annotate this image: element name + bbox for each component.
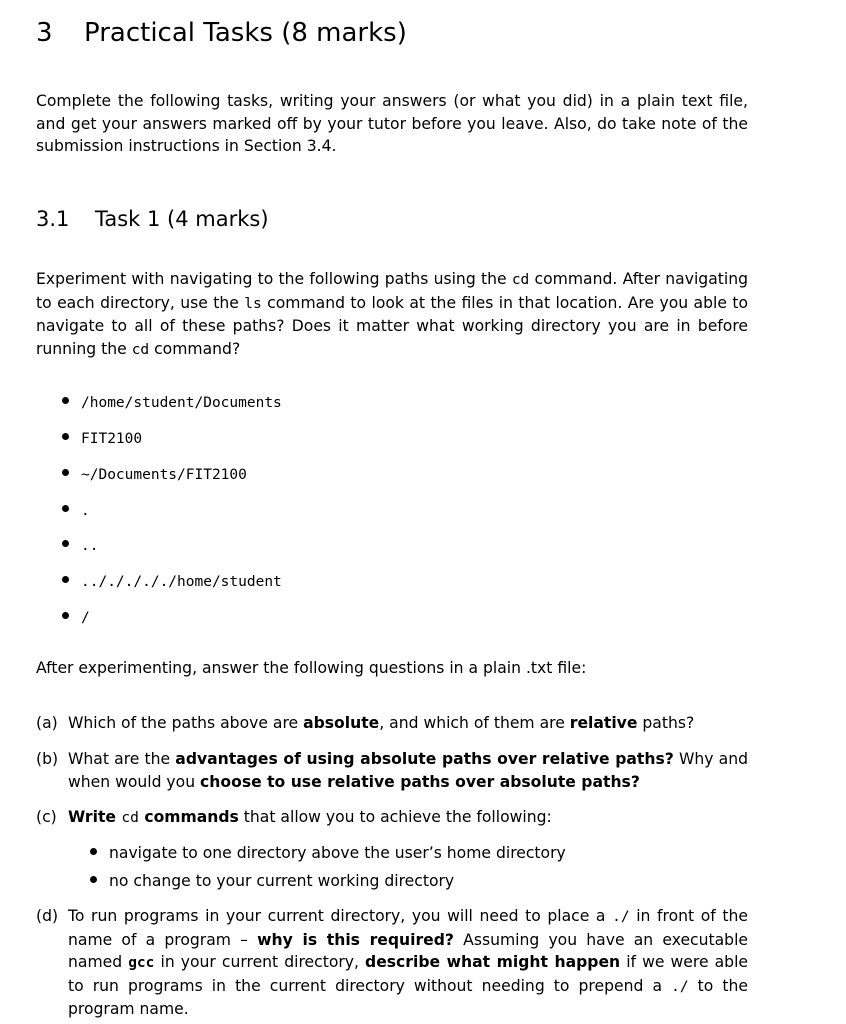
list-item: .. <box>62 534 98 557</box>
code-cd: cd <box>121 810 139 826</box>
list-item: /home/student/Documents <box>62 391 282 414</box>
intro-text: Complete the following tasks, writing your answers (or what you did) in a plain text file, and get your answers marked off by your tutor before you leave. Also, do take note of the submission instructions in Section 3.4. <box>36 92 748 155</box>
question-text: Write cd commands that allow you to achieve the following: <box>68 808 552 826</box>
question-b <box>36 748 748 793</box>
task-text-c: command to look at the files in that location. Are you able to navigate to all of these paths? Does it matter what working directory you are in before running the <box>36 293 748 358</box>
intro-paragraph <box>36 90 748 158</box>
bullet-icon <box>62 505 69 512</box>
subsection-number: 3.1 <box>36 207 70 231</box>
question-text: What are the advantages of using absolute paths over relative paths? Why and when would you choose to use relative paths over absolute paths? <box>68 750 749 791</box>
bullet-icon <box>62 397 69 404</box>
list-item: . <box>62 499 90 522</box>
list-item: ../././././home/student <box>62 570 282 593</box>
bullet-icon <box>62 612 69 619</box>
section-heading <box>36 18 407 48</box>
task-text-d: command? <box>149 339 241 358</box>
section-number: 3 <box>36 18 53 48</box>
question-text: Which of the paths above are absolute, and which of them are relative paths? <box>68 714 695 732</box>
list-item: ~/Documents/FIT2100 <box>62 463 247 486</box>
question-label: (d) <box>36 907 59 925</box>
list-item: navigate to one directory above the user’s home directory <box>90 842 566 864</box>
question-label: (c) <box>36 808 57 826</box>
list-item: FIT2100 <box>62 427 142 450</box>
bullet-icon <box>62 433 69 440</box>
bullet-icon <box>62 540 69 547</box>
task-text-b: command. After navigating to each directory, use the <box>36 270 748 312</box>
bullet-icon <box>62 469 69 476</box>
task-text-a: Experiment with navigating to the following paths using the <box>36 270 512 288</box>
list-item: no change to your current working directory <box>90 870 454 892</box>
after-text: After experimenting, answer the following questions in a plain .txt file: <box>36 659 587 677</box>
question-label: (b) <box>36 750 59 768</box>
subsection-heading <box>36 207 269 231</box>
question-a <box>36 712 748 735</box>
question-c <box>36 806 748 830</box>
code-cd: cd <box>511 272 530 288</box>
list-item: / <box>62 606 90 629</box>
question-d <box>36 905 748 1021</box>
after-paragraph <box>36 657 636 680</box>
bullet-icon <box>90 848 97 855</box>
section-title: Practical Tasks (8 marks) <box>84 18 407 48</box>
bullet-icon <box>90 876 97 883</box>
code-cd: cd <box>131 341 150 358</box>
bullet-icon <box>62 576 69 583</box>
question-text: To run programs in your current directory, you will need to place a ./ in front of the name of a program – why is this required? Assuming you have an executable named gcc in your current directory, describe what might happen if we were able to run programs in the current directory without needing to prepend a ./ to the program name. <box>68 907 748 1018</box>
code-ls: ls <box>244 295 262 312</box>
task-paragraph <box>36 268 748 361</box>
subsection-title: Task 1 (4 marks) <box>95 207 269 231</box>
question-label: (a) <box>36 714 58 732</box>
